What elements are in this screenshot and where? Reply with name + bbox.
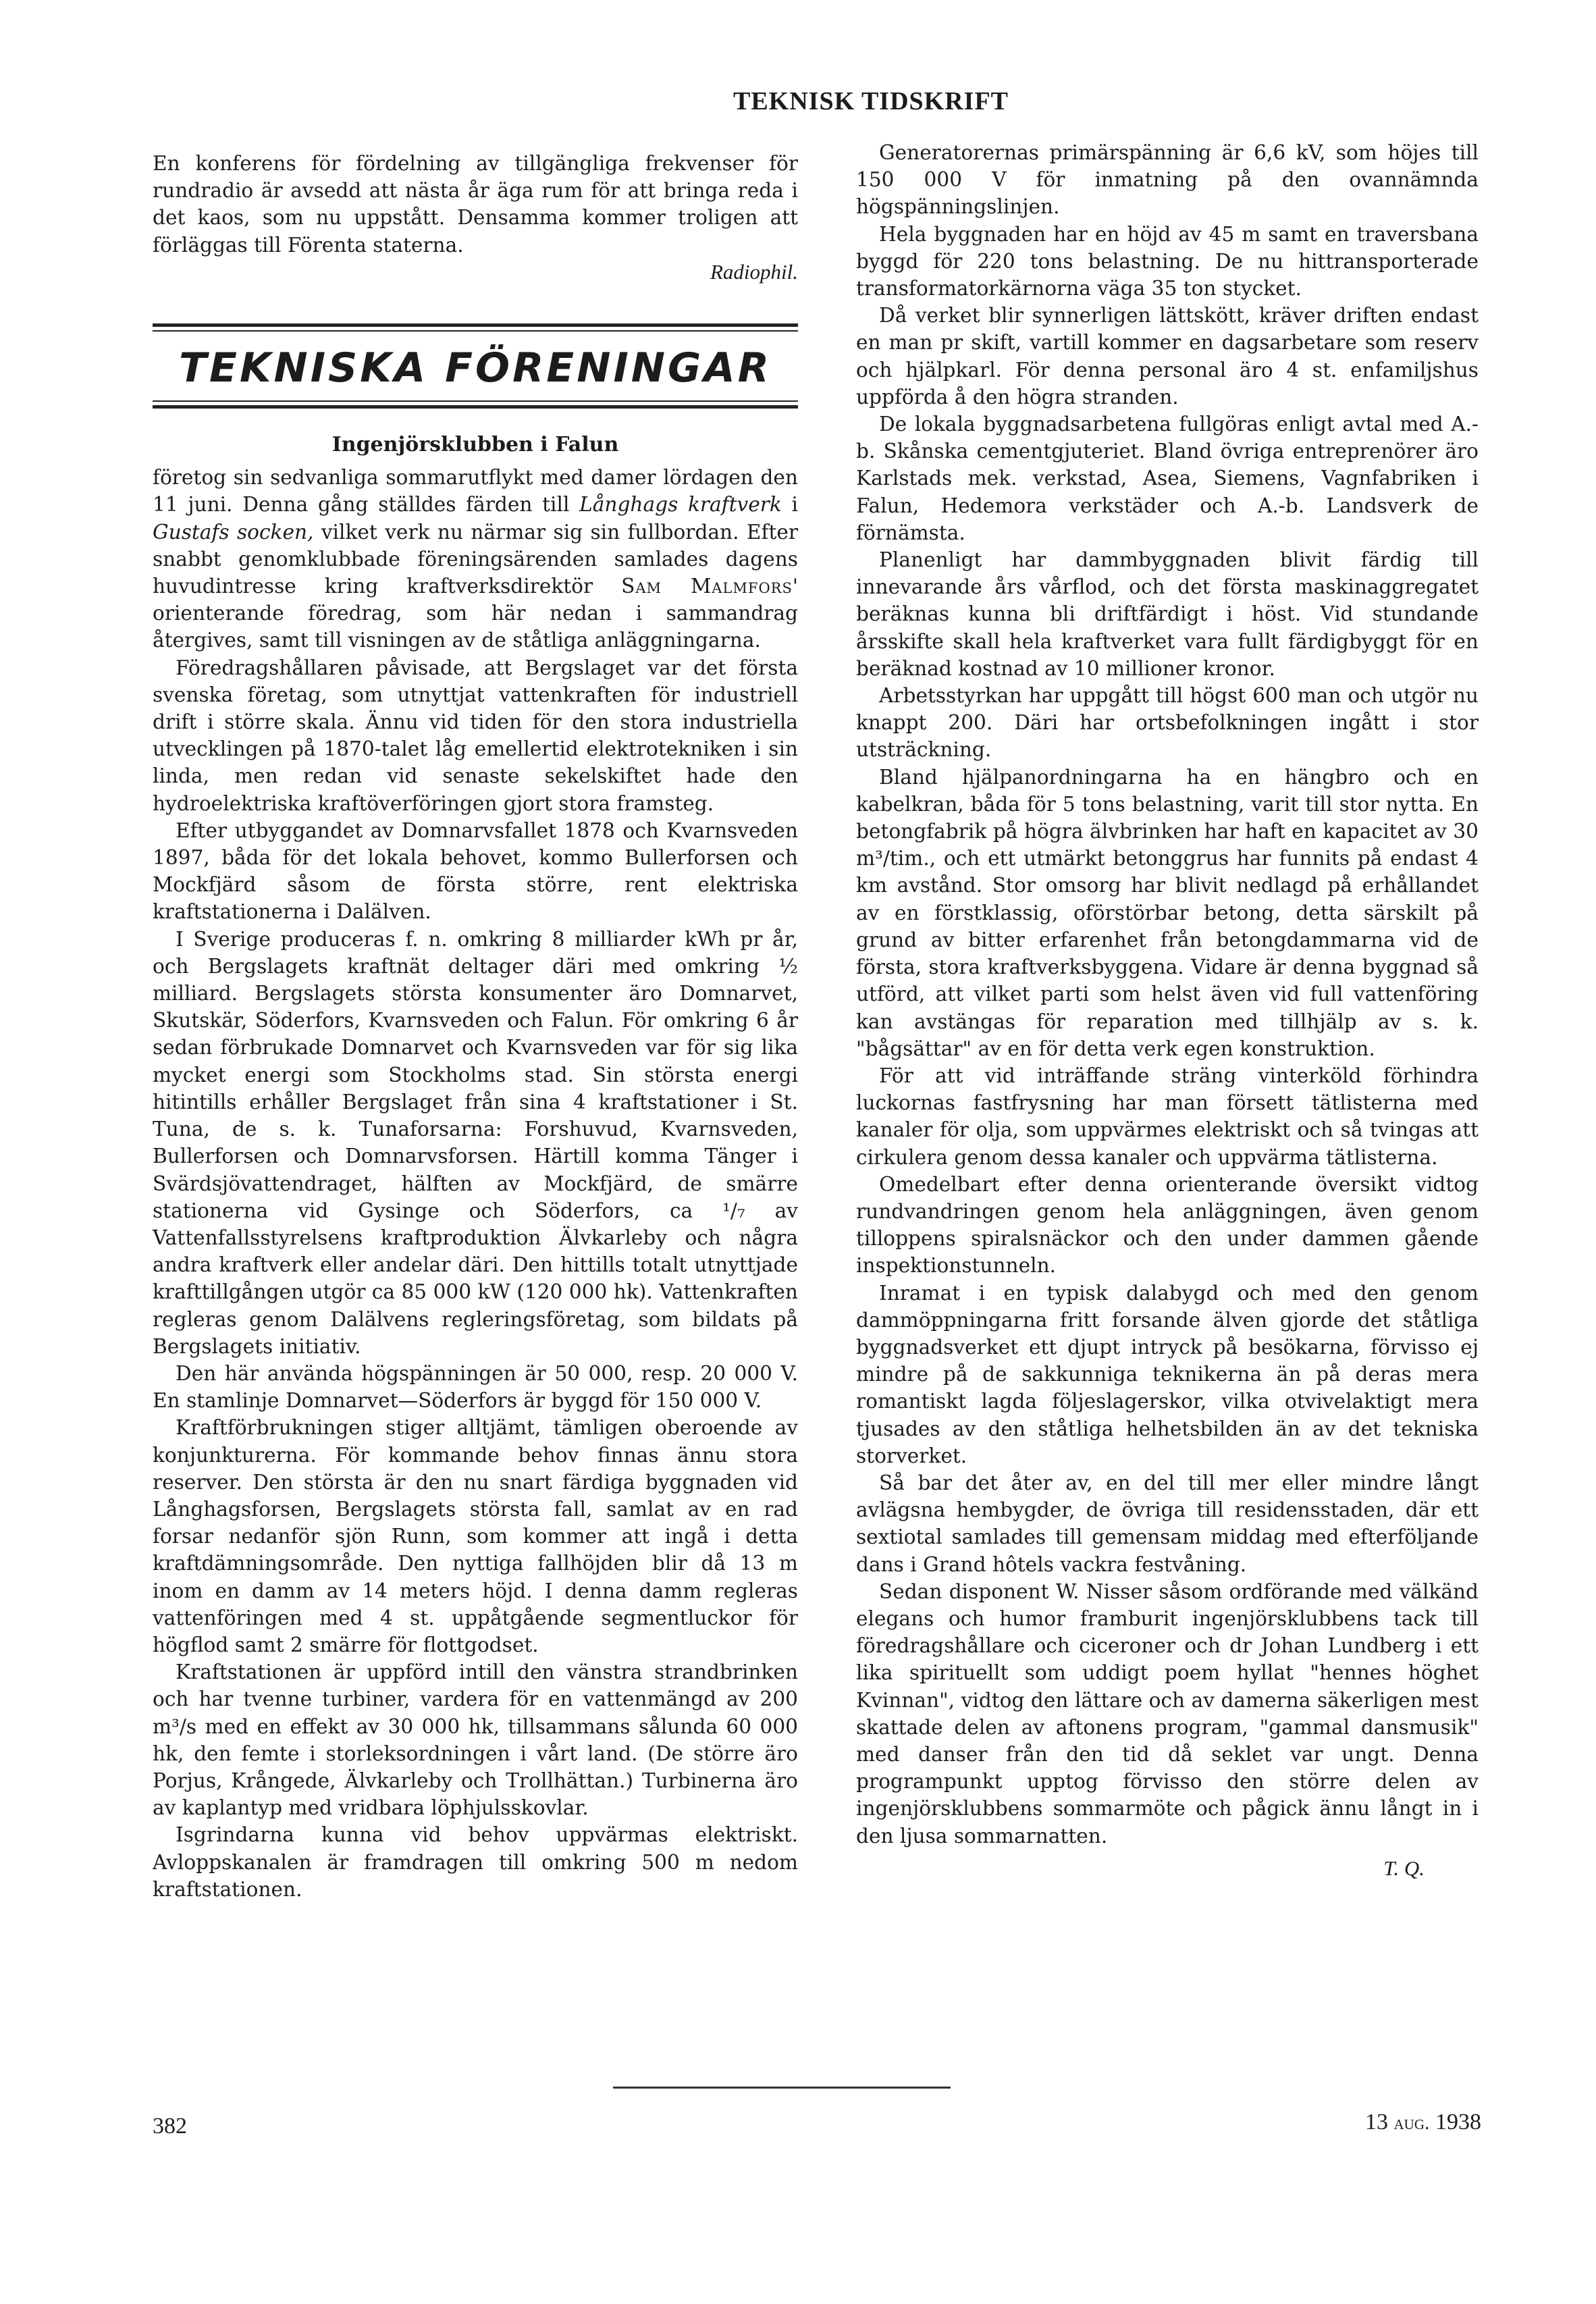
issue-date-year: 1938 (1435, 2110, 1481, 2135)
banner-rule-top-thick (153, 323, 798, 327)
article-paragraph: Sedan disponent W. Nisser såsom ordförande med välkänd elegans och humor framburit ingenjörsklubbens tack till föredragshållare och ciceroner och dr Johan Lundberg i ett lika spirituellt som uddigt poem hyllat "hennes höghet Kvinnan", vidtog den lättare och av damerna säkerligen mest skattade delen av aftonens program, "gammal dansmusik" med danser från den tid då seklet var ungt. Denna programpunkt upptog förvisso den större delen av ingenjörsklubbens sommarmöte och pågick ännu långt in i den ljusa sommarnatten. (856, 1579, 1479, 1848)
article-paragraph: Isgrindarna kunna vid behov uppvärmas elektriskt. Avloppskanalen är framdragen till omkring 500 m nedom kraftstationen. (153, 1823, 798, 1901)
journal-title: TEKNISK TIDSKRIFT (733, 87, 1009, 115)
article-paragraph: Planenligt har dammbyggnaden blivit färdig till innevarande års vårflod, och det första maskinaggregatet beräknas kunna bli driftfärdigt i höst. Vid stundande årsskifte skall hela kraftverket vara fullt färdigbyggt för en beräknad kostnad av 10 millioner kronor. (856, 548, 1479, 680)
intro-notice (153, 150, 798, 286)
article-paragraph: Kraftstationen är uppförd intill den vänstra strandbrinken och har tvenne turbiner, vardera för en vattenmängd av 200 m³/s med en effekt av 30 000 hk, tillsammans sålunda 60 000 hk, den femte i storleksordningen i vårt land. (De större äro Porjus, Krångede, Älvkarleby och Trollhättan.) Turbinerna äro av kaplantyp med vridbara löphjulsskovlar. (153, 1660, 798, 1820)
article-paragraph: De lokala byggnadsarbetena fullgöras enligt avtal med A.-b. Skånska cementgjuteriet. Bland övriga entreprenörer äro Karlstads mek. verkstad, Asea, Siemens, Vagnfabriken i Falun, Hedemora verkstäder och A.-b. Landsverk de förnämsta. (856, 413, 1479, 544)
club-heading: Ingenjörsklubben i Falun (331, 433, 619, 457)
banner-rule-bottom-thick (153, 405, 798, 409)
article-paragraph: Efter utbyggandet av Domnarvsfallet 1878 och Kvarnsveden 1897, båda för det lokala behovet, kommo Bullerforsen och Mockfjärd såsom de första större, rent elektriska kraftstationerna i Dalälven. (153, 818, 798, 924)
article-paragraph: Så bar det åter av, en del till mer eller mindre långt avlägsna hembygder, de övriga till residensstaden, där ett sextiotal samlades till gemensam middag med efterföljande dans i Grand hôtels vackra festvåning. (856, 1471, 1479, 1576)
article-paragraph: Hela byggnaden har en höjd av 45 m samt en traversbana byggd för 220 tons belastning. De nu hittransporterade transformatorkärnorna väga 35 ton stycket. (856, 222, 1479, 300)
article-paragraph: Arbetsstyrkan har uppgått till högst 600 man och utgör nu knappt 200. Däri har ortsbefolkningen ingått i stor utsträckning. (856, 684, 1479, 762)
article-paragraph: företog sin sedvanliga sommarutflykt med damer lördagen den 11 juni. Denna gång ställdes färden till Långhags kraftverk i Gustafs socken, vilket verk nu närmar sig sin fullbordan. Efter snabbt genomklubbade föreningsärenden samlades dagens huvudintresse kring kraftverksdirektör Sam Malmfors' orienterande föredrag, som här nedan i sammandrag återgives, samt till visningen av de ståtliga anläggningarna. (153, 466, 799, 652)
article-paragraph: I Sverige produceras f. n. omkring 8 milliarder kWh pr år, och Bergslagets kraftnät deltager däri med omkring ½ milliard. Bergslagets största konsumenter äro Domnarvet, Skutskär, Söderfors, Kvarnsveden och Falun. För omkring 6 år sedan förbrukade Domnarvet och Kvarnsveden var för sig lika mycket energi som Stockholms stad. Sin största energi hitintills erhåller Bergslaget från sina 4 kraftstationer i St. Tuna, de s. k. Tunaforsarna: Forshuvud, Kvarnsveden, Bullerforsen och Domnarvsforsen. Härtill komma Tänger i Svärdsjövattendraget, hälften av Mockfjärd, de smärre stationerna vid Gysinge och Söderfors, ca ¹/₇ av Vattenfallsstyrelsens kraftproduktion Älvkarleby och några andra kraftverk eller andelar däri. Den hittills totalt utnyttjade krafttillgången utgör ca 85 000 kW (120 000 hk). Vattenkraften regleras genom Dalälvens regleringsföretag, som bildats på Bergslagets initiativ. (153, 927, 798, 1358)
page-number: 382 (153, 2114, 187, 2139)
section-banner (153, 323, 798, 409)
issue-date-month: aug. (1393, 2112, 1430, 2134)
bottom-divider (613, 2087, 951, 2089)
right-column (856, 139, 1479, 1882)
article-paragraph: Omedelbart efter denna orienterande översikt vidtog rundvandringen genom hela anläggningen, även genom tilloppens spiralsnäckor och den under dammen gående inspektionstunneln. (856, 1172, 1479, 1278)
issue-date-day: 13 (1365, 2110, 1388, 2135)
left-column (153, 150, 798, 1903)
article-paragraph: Kraftförbrukningen stiger alltjämt, tämligen oberoende av konjunkturerna. För kommande behov finnas ännu stora reserver. Den största är den nu snart färdiga byggnaden vid Långhagsforsen, Bergslagets största fall, samlat av en rad forsar nedanför sjön Runn, som kommer att ingå i detta kraftdämningsområde. Den nyttiga fallhöjden blir då 13 m inom en damm av 14 meters höjd. I denna damm regleras vattenföringen med 4 st. uppåtgående segmentluckor för högflod samt 2 smärre för flottgodset. (153, 1416, 798, 1656)
section-title: TEKNISKA FÖRENINGAR (179, 344, 772, 392)
article-paragraph: Föredragshållaren påvisade, att Bergslaget var det första svenska företag, som utnyttjat vattenkraften för industriell drift i större skala. Ännu vid tiden för den stora industriella utvecklingen på 1870-talet låg emellertid elektrotekniken i sin linda, men redan vid senaste sekelskiftet hade den hydroelektriska kraftöverföringen gjort stora framsteg. (153, 656, 798, 815)
banner-rule-top-thin (153, 330, 798, 332)
article-paragraph: Bland hjälpanordningarna ha en hängbro och en kabelkran, båda för 5 tons belastning, varit till stor nytta. En betongfabrik på högra älvbrinken har haft en kapacitet av 30 m³/tim., och ett utmärkt betonggrus har funnits på endast 4 km avstånd. Stor omsorg har blivit nedlagd på erhållandet av en förstklassig, oförstörbar betong, detta särskilt på grund av bitter erfarenhet från betongdammarna vid de första, stora kraftverksbyggena. Vidare är denna byggnad så utförd, att vilket parti som helst även vid full vattenföring kan avstängas för reparation med tillhjälp av s. k. "bågsättar" av en för detta verk egen konstruktion. (856, 765, 1479, 1060)
intro-signature: Radiophil. (710, 259, 798, 284)
article-paragraph: Generatorernas primärspänning är 6,6 kV, som höjes till 150 000 V för inmatning på den ovannämnda högspänningslinjen. (856, 141, 1479, 219)
article-paragraph: Då verket blir synnerligen lättskött, kräver driften endast en man pr skift, vartill kommer en dagsarbetare som reserv och hjälpkarl. För denna personal äro 4 st. enfamiljshus uppförda å den högra stranden. (856, 304, 1479, 409)
article-paragraph: För att vid inträffande sträng vinterköld förhindra luckornas fastfrysning har man försett tätlisterna med kanaler för olja, som uppvärmes elektriskt och så tvingas att cirkulera genom dessa kanaler och uppvärma tätlisterna. (856, 1064, 1479, 1169)
banner-rule-bottom-thin (153, 400, 798, 402)
issue-date (1310, 2110, 1481, 2135)
article-paragraph: Den här använda högspänningen är 50 000, resp. 20 000 V. En stamlinje Domnarvet—Söderfors är byggd för 150 000 V. (153, 1361, 798, 1413)
article-signature: T. Q. (1383, 1856, 1425, 1880)
intro-text: En konferens för fördelning av tillgängliga frekvenser för rundradio är avsedd att nästa år äga rum för att bringa reda i det kaos, som nu uppstått. Densamma kommer troligen att förläggas till Förenta staterna. (153, 152, 798, 257)
article-paragraph: Inramat i en typisk dalabygd och med den genom dammöppningarna fritt forsande älven gjorde det ståtliga byggnadsverket ett djupt intryck på besökarna, förvisso ej mindre på de sakkunniga teknikerna än på deras mera romantiskt lagda följeslagerskor, vilka otvivelaktigt mera tjusades av den ståtliga helhetsbilden än av det tekniska storverket. (856, 1281, 1479, 1467)
